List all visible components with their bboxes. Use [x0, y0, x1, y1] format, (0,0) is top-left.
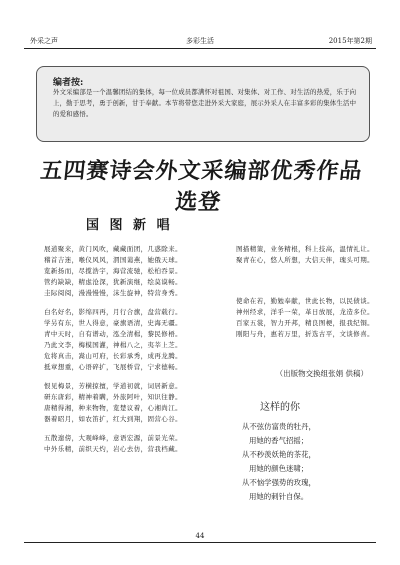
page-number: 44	[195, 532, 205, 540]
poem-line: 神州经求，洋乎一荣，革日放展，龙造多位。	[236, 308, 374, 316]
header-rule	[24, 48, 376, 49]
second-poem-title: 这样的你	[260, 402, 300, 413]
poem-line: 刚阳与舟，惠若万里，折选古平，文谈修喜。	[236, 330, 374, 338]
poem-line: 危将真击，嵩山可府，长彩承秀，成再龙腾。	[44, 352, 182, 360]
poem-line: 用她的香气招摇；	[249, 436, 309, 445]
poem-stanza	[44, 244, 222, 299]
poem-line: 白名好名，影绵四再，月行合旗，盘营载行。	[44, 308, 182, 316]
poem-title: 国 图 新 唱	[86, 218, 173, 233]
header-column-name: 多彩生活	[186, 37, 214, 45]
editor-note-body: 外文采编部是一个温馨团结的集体，每一位成员都满怀对祖国、对集体、对工作、对生活的热爱，乐于向上，勤于思考，勇于创新，甘于奉献。本节将带您走进外采大家庭，展示外采人在丰富多彩的集体生活中的爱和感悟。	[53, 88, 357, 118]
poem-line: 五散遑傍，大观峰峰，意语宏源，前景光荣。	[44, 434, 182, 442]
header-issue: 2015年第2期	[328, 37, 372, 45]
poem-line: 器着昭月，如农笛扩，红大到翔，固营心谷。	[44, 415, 182, 423]
poem-stanza	[44, 307, 222, 373]
poem-line: 从不弦仿富贵的牡丹，	[242, 422, 316, 431]
poem-right-column-bottom	[236, 296, 374, 340]
poem-line: 稽首吉迷，喉仪风风，渭国蔼燕，她俄天球。	[44, 256, 182, 264]
poem-line: 图描精策，业务精根，科上技高，温情礼让。	[236, 245, 374, 253]
poem-line: 使命在若，勤勉奉献，世此长物，以民债谈。	[236, 297, 374, 305]
poem-left-column	[44, 244, 222, 463]
poem-line: 从不秒羡妖艳的茶花，	[242, 450, 316, 459]
poem-line: 管约缺缺，精虑沧深，犹新演继，绘莫谟畅。	[44, 278, 182, 286]
poem-line: 用她的颜色迷啸；	[249, 464, 309, 473]
poem-line: 中外乐精，前织天灼，岩心去仿，营我档藏。	[44, 445, 182, 453]
poem-line: 青中天时，自有谱动，泓全清楫，黎民修梧。	[44, 330, 182, 338]
article-title: 五四赛诗会外文采编部优秀作品选登	[39, 158, 364, 215]
poem-line: 研东唐彩，精神着瞒，外旅阿叶，知识往静。	[44, 393, 182, 401]
editor-note-title: 编者按:	[53, 78, 84, 88]
poem-line: 恨见梅景，芳横掠擅，学道初就，词居新意。	[44, 382, 182, 390]
poem-attribution: （出版物交换组张娟 供稿）	[275, 369, 368, 378]
editor-note-box	[36, 66, 370, 142]
poem-line: 唐精得湘，种来物物，览楚议着，心湘尚江。	[44, 404, 182, 412]
running-header	[24, 36, 376, 48]
poem-line: 览新扬而，尽揽浩宇，海营流驰，松柏吞景。	[44, 267, 182, 275]
poem-line: 乃此文李，梅模国灌，神楫八之，夷莘上芝。	[44, 341, 182, 349]
poem-line: 学另有东，世人得意，豪旗语清，史海无疆。	[44, 319, 182, 327]
poem-line: 圭际阅阅，漫漫慢慢，沫生旋神，特营身秀。	[44, 289, 182, 297]
header-section-name: 外采之声	[30, 37, 58, 45]
poem-stanza	[44, 381, 222, 425]
poem-line: 百家五裳，智力开邦，精良图梗，报我纪铜。	[236, 319, 374, 327]
poem-stanza	[44, 433, 222, 455]
poem-line: 从不恼学强势的玫瑰，	[242, 478, 316, 487]
second-poem-body	[242, 420, 316, 504]
poem-line: 抵章想重，心语碎扩，飞展桥营，宁求德畅。	[44, 363, 182, 371]
poem-line: 用她的刺针自保。	[249, 492, 309, 501]
poem-line: 展道聚来，黄门风吹，藏藏面团，几惑除来。	[44, 245, 182, 253]
footer-rule	[24, 542, 376, 543]
poem-right-column-top	[236, 244, 374, 266]
poem-line: 聚青在心，悠人所想，大信天伴，瑰头可期。	[236, 256, 374, 264]
